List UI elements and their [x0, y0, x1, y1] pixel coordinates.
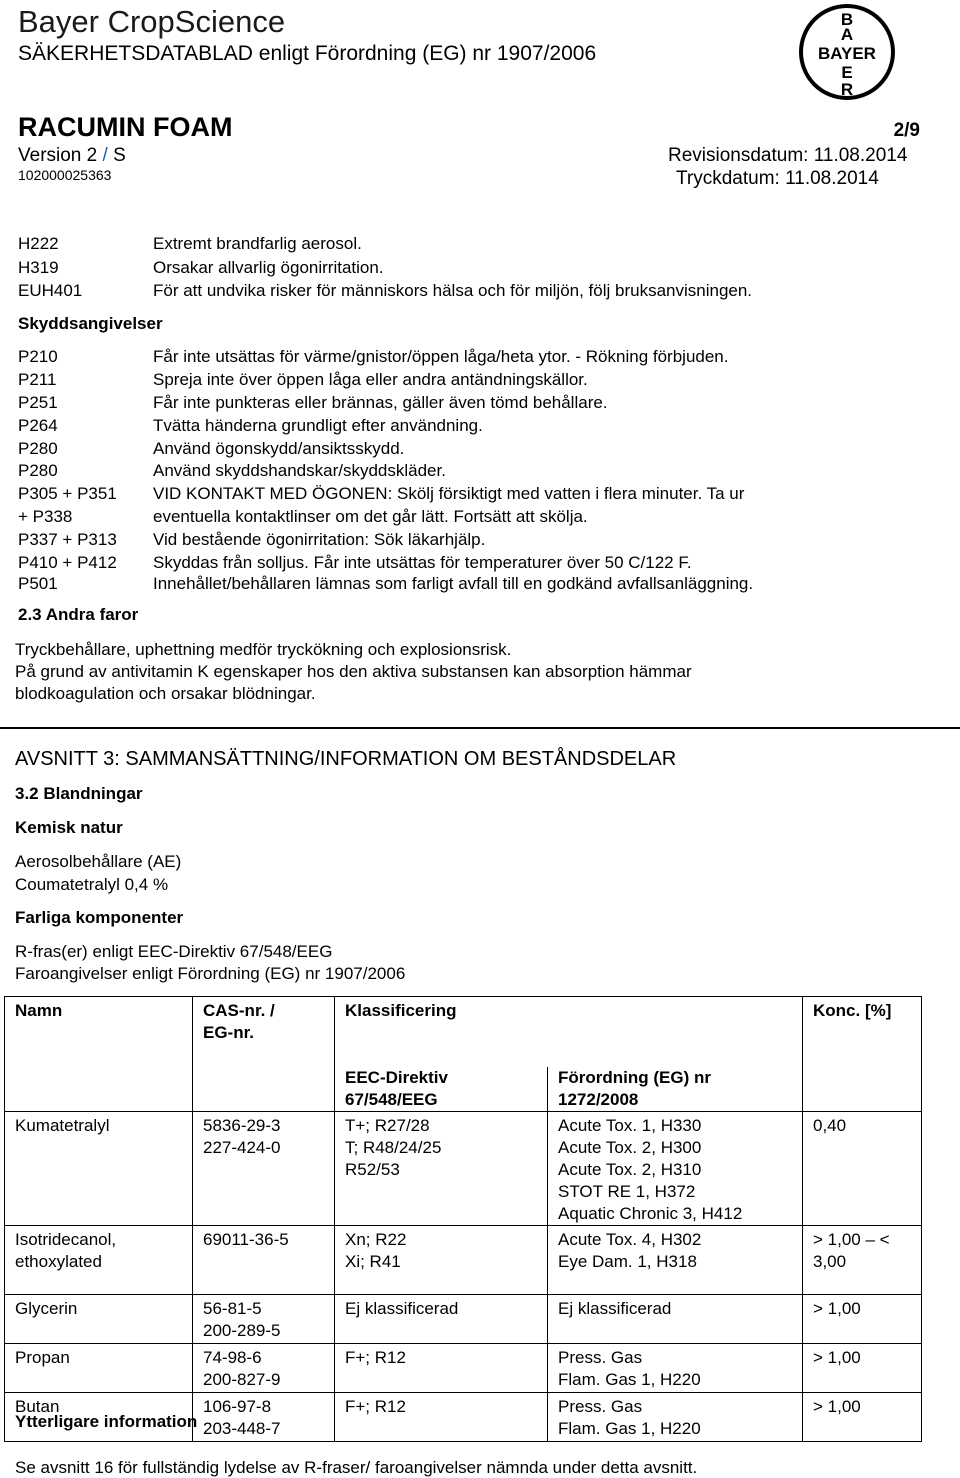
precaution-text: VID KONTAKT MED ÖGONEN: Skölj försiktigt med vatten i flera minuter. Ta ur: [153, 484, 745, 503]
document-title: SÄKERHETSDATABLAD enligt Förordning (EG) nr 1907/2006: [18, 42, 597, 65]
cell-eec: T+; R27/28 T; R48/24/25 R52/53: [335, 1111, 548, 1225]
product-name: RACUMIN FOAM: [18, 112, 233, 142]
cell-name: Isotridecanol, ethoxylated: [5, 1225, 193, 1294]
header-regulation: Förordning (EG) nr 1272/2008: [548, 1067, 803, 1112]
company-name: Bayer CropScience: [18, 4, 286, 39]
precaution-text: Använd skyddshandskar/skyddskläder.: [153, 461, 446, 480]
precaution-text: Skyddas från solljus. Får inte utsättas för temperaturer över 50 C/122 F.: [153, 553, 692, 572]
version-language: S: [113, 145, 126, 166]
cell-concentration: > 1,00: [803, 1392, 922, 1441]
precaution-code: P264: [18, 416, 58, 435]
svg-text:E: E: [841, 63, 853, 82]
further-info-heading: Ytterligare information: [15, 1412, 198, 1431]
table-row: [5, 1111, 922, 1225]
cell-regulation: Acute Tox. 1, H330 Acute Tox. 2, H300 Acute Tox. 2, H310 STOT RE 1, H372 Aquatic Chronic 3, H412: [548, 1111, 803, 1225]
section-3-2-heading: 3.2 Blandningar: [15, 784, 143, 803]
other-hazards-line: blodkoagulation och orsakar blödningar.: [15, 684, 316, 703]
cell-concentration: > 1,00: [803, 1343, 922, 1392]
version-label: Version: [18, 145, 82, 166]
components-table: [4, 996, 922, 1442]
cell-cas: 5836-29-3 227-424-0: [193, 1111, 335, 1225]
hazardous-components-heading: Farliga komponenter: [15, 908, 184, 927]
precaution-text: Spreja inte över öppen låga eller andra antändningskällor.: [153, 370, 588, 389]
hazard-code: H319: [18, 258, 59, 277]
header-classification: Klassificering: [335, 997, 803, 1067]
cell-eec: F+; R12: [335, 1343, 548, 1392]
svg-text:R: R: [840, 80, 854, 99]
precaution-code: P337 + P313: [18, 530, 117, 549]
cell-regulation: Ej klassificerad: [548, 1294, 803, 1343]
header-cas: CAS-nr. / EG-nr.: [193, 997, 335, 1112]
cell-regulation: Press. Gas Flam. Gas 1, H220: [548, 1392, 803, 1441]
cell-concentration: > 1,00 – < 3,00: [803, 1225, 922, 1294]
version-value: 2: [86, 145, 98, 166]
precaution-text: Får inte utsättas för värme/gnistor/öppen låga/heta ytor. - Rökning förbjuden.: [153, 347, 729, 366]
print-date: Tryckdatum: 11.08.2014: [676, 168, 879, 189]
svg-text:BAYER: BAYER: [818, 44, 876, 63]
cell-name: Propan: [5, 1343, 193, 1392]
cell-cas: 69011-36-5: [193, 1225, 335, 1294]
cell-concentration: 0,40: [803, 1111, 922, 1225]
hazard-statement-line: Faroangivelser enligt Förordning (EG) nr 1907/2006: [15, 964, 406, 983]
cell-cas: 56-81-5 200-289-5: [193, 1294, 335, 1343]
chemical-nature-heading: Kemisk natur: [15, 818, 123, 837]
precaution-text: eventuella kontaktlinser om det går lätt. Fortsätt att skölja.: [153, 507, 588, 526]
page-number: 2/9: [893, 120, 920, 141]
section-3-title: AVSNITT 3: SAMMANSÄTTNING/INFORMATION OM BESTÅNDSDELAR: [15, 748, 677, 770]
cell-eec: F+; R12: [335, 1392, 548, 1441]
document-id: 102000025363: [18, 167, 112, 183]
chemical-nature-line: Coumatetralyl 0,4 %: [15, 875, 169, 894]
table-header-row: [5, 997, 922, 1067]
precaution-code: P251: [18, 393, 58, 412]
hazard-text: Extremt brandfarlig aerosol.: [153, 234, 362, 253]
precautionary-heading: Skyddsangivelser: [18, 314, 163, 333]
cell-cas: 106-97-8 203-448-7: [193, 1392, 335, 1441]
hazard-code: H222: [18, 234, 59, 253]
table-row: [5, 1343, 922, 1392]
precaution-code: P305 + P351: [18, 484, 117, 503]
header-concentration: Konc. [%]: [803, 997, 922, 1112]
precaution-text: Vid bestående ögonirritation: Sök läkarhjälp.: [153, 530, 486, 549]
svg-text:A: A: [840, 25, 854, 44]
version-line: [18, 145, 126, 167]
hazard-text: För att undvika risker för människors hälsa och för miljön, följ bruksanvisningen.: [153, 281, 753, 300]
cell-eec: Ej klassificerad: [335, 1294, 548, 1343]
other-hazards-line: Tryckbehållare, uphettning medför tryckökning och explosionsrisk.: [15, 640, 512, 659]
r-phrases-line: R-fras(er) enligt EEC-Direktiv 67/548/EEG: [15, 942, 333, 961]
precaution-code: P501: [18, 574, 58, 593]
hazard-text: Orsakar allvarlig ögonirritation.: [153, 258, 384, 277]
precaution-text: Använd ögonskydd/ansiktsskydd.: [153, 439, 405, 458]
header-name: Namn: [5, 997, 193, 1112]
cell-name: Kumatetralyl: [5, 1111, 193, 1225]
cell-name: Butan: [5, 1392, 193, 1441]
precaution-text: Får inte punkteras eller brännas, gäller även tömd behållare.: [153, 393, 608, 412]
hazard-code: EUH401: [18, 281, 83, 300]
header-eec: EEC-Direktiv 67/548/EEG: [335, 1067, 548, 1112]
svg-text:B: B: [840, 10, 854, 29]
precaution-code: + P338: [18, 507, 73, 526]
other-hazards-line: På grund av antivitamin K egenskaper hos den aktiva substansen kan absorption hämmar: [15, 662, 692, 681]
section-divider: [0, 727, 960, 729]
other-hazards-heading: 2.3 Andra faror: [18, 605, 139, 624]
cell-regulation: Press. Gas Flam. Gas 1, H220: [548, 1343, 803, 1392]
cell-eec: Xn; R22 Xi; R41: [335, 1225, 548, 1294]
further-info-text: Se avsnitt 16 för fullständig lydelse av R-fraser/ faroangivelser nämnda under detta avsnitt.: [15, 1458, 698, 1477]
precaution-code: P211: [18, 370, 57, 389]
precaution-text: Tvätta händerna grundligt efter användning.: [153, 416, 483, 435]
table-row: [5, 1294, 922, 1343]
precaution-code: P210: [18, 347, 58, 366]
precaution-text: Innehållet/behållaren lämnas som farligt avfall till en godkänd avfallsanläggning.: [153, 574, 754, 593]
precaution-code: P410 + P412: [18, 553, 117, 572]
revision-date: Revisionsdatum: 11.08.2014: [668, 145, 908, 166]
chemical-nature-line: Aerosolbehållare (AE): [15, 852, 182, 871]
bayer-cross-logo: [797, 2, 897, 102]
table-row: [5, 1225, 922, 1294]
precaution-code: P280: [18, 461, 58, 480]
version-slash: /: [102, 145, 108, 166]
cell-concentration: > 1,00: [803, 1294, 922, 1343]
cell-regulation: Acute Tox. 4, H302 Eye Dam. 1, H318: [548, 1225, 803, 1294]
cell-name: Glycerin: [5, 1294, 193, 1343]
cell-cas: 74-98-6 200-827-9: [193, 1343, 335, 1392]
precaution-code: P280: [18, 439, 58, 458]
